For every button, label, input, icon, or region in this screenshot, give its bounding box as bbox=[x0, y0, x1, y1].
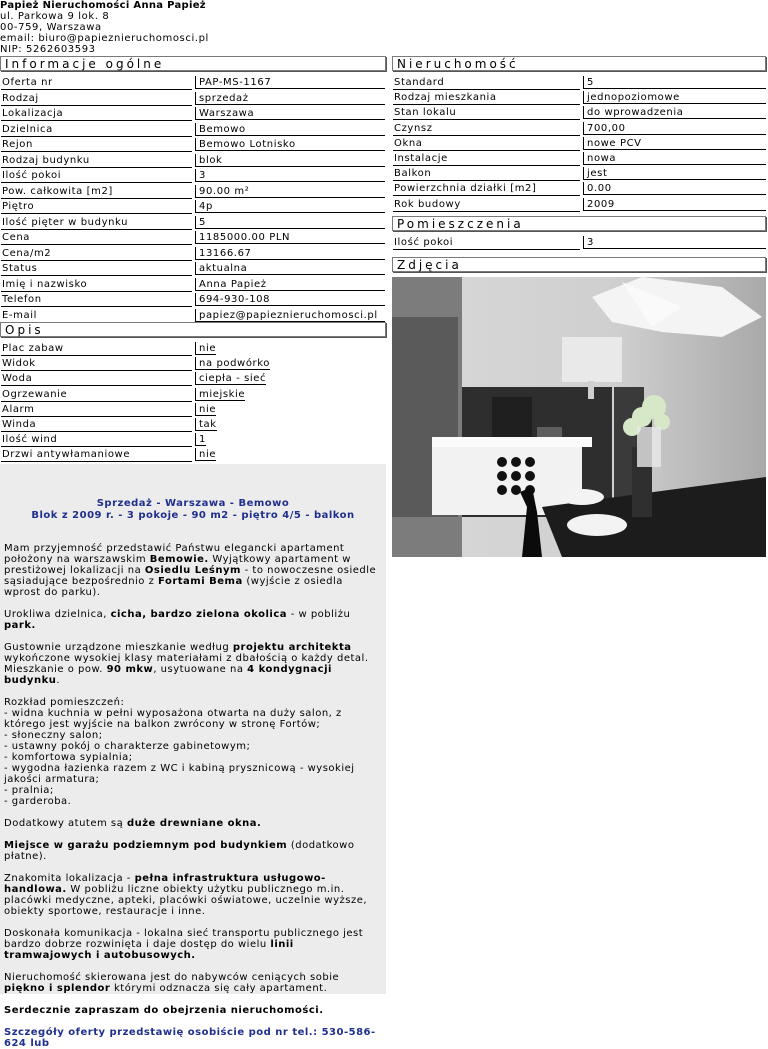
row-label: Stan lokalu bbox=[393, 106, 580, 120]
row-value: aktualna bbox=[195, 262, 385, 275]
table-row bbox=[393, 167, 766, 180]
row-value: nowa bbox=[583, 152, 766, 165]
row-value: nie bbox=[195, 342, 216, 355]
description-text: - ustawny pokój o charakterze gabinetowym; bbox=[4, 741, 251, 752]
row-label: Balkon bbox=[393, 167, 580, 181]
row-value: 700,00 bbox=[583, 122, 766, 135]
row-value: 5 bbox=[195, 216, 385, 229]
row-value: 13166.67 bbox=[195, 247, 385, 260]
row-value: do wprowadzenia bbox=[583, 106, 766, 119]
row-value: nowe PCV bbox=[583, 137, 766, 150]
agency-street: ul. Parkowa 9 lok. 8 bbox=[0, 11, 110, 22]
table-row bbox=[1, 247, 385, 260]
table-row bbox=[393, 198, 766, 211]
description-text: piękno i splendor bbox=[4, 983, 111, 994]
table-row bbox=[393, 236, 766, 249]
description-text: - w pobliżu bbox=[287, 609, 351, 620]
description-text: , usytuowane na bbox=[153, 664, 248, 675]
agency-email: email: biuro@papieznieruchomosci.pl bbox=[0, 33, 209, 44]
table-row bbox=[1, 154, 385, 167]
row-value: 3 bbox=[583, 236, 766, 249]
row-label: Status bbox=[1, 262, 192, 276]
description-text: Serdecznie zapraszam do obejrzenia nieruchomości. bbox=[4, 1005, 324, 1016]
row-label: Rejon bbox=[1, 138, 192, 152]
row-label: Oferta nr bbox=[1, 76, 192, 90]
description-text: duże drewniane okna. bbox=[126, 818, 262, 829]
description-paragraph bbox=[4, 1005, 382, 1016]
table-row bbox=[1, 448, 217, 461]
table-row bbox=[1, 403, 217, 416]
row-label: Dzielnica bbox=[1, 123, 192, 137]
row-label: Alarm bbox=[1, 403, 192, 417]
description-paragraph bbox=[4, 818, 382, 829]
description-paragraph bbox=[4, 928, 382, 961]
row-label: Okna bbox=[393, 137, 580, 151]
agency-nip: NIP: 5262603593 bbox=[0, 44, 96, 55]
row-value: PAP-MS-1167 bbox=[195, 76, 385, 89]
table-row bbox=[1, 231, 385, 244]
description-text: Miejsce w garażu podziemnym pod budynkiem bbox=[4, 840, 288, 851]
row-value: nie bbox=[195, 448, 216, 461]
table-row bbox=[1, 138, 385, 151]
description-paragraph bbox=[4, 840, 382, 862]
description-text: - to nowoczesne osiedle sąsiadujące bezpośrednio z bbox=[4, 565, 377, 587]
description-body bbox=[4, 543, 382, 1049]
table-row bbox=[1, 169, 385, 182]
row-label: Czynsz bbox=[393, 122, 580, 136]
description-paragraph bbox=[4, 1027, 382, 1049]
row-label: Powierzchnia działki [m2] bbox=[393, 182, 580, 196]
row-label: Pow. całkowita [m2] bbox=[1, 185, 192, 199]
description-text: 90 mkw bbox=[106, 664, 154, 675]
row-value: ciepła - sieć bbox=[195, 372, 266, 385]
row-label: Telefon bbox=[1, 293, 192, 307]
table-row bbox=[1, 433, 206, 446]
row-label: Ilość pokoi bbox=[1, 169, 192, 183]
table-row bbox=[1, 309, 385, 322]
table-row bbox=[1, 293, 385, 306]
table-row bbox=[1, 123, 385, 136]
description-lead-line2: Blok z 2009 r. - 3 pokoje - 90 m2 - piętro 4/5 - balkon bbox=[31, 510, 355, 521]
description-text: Mam przyjemność przedstawić Państwu elegancki apartament położony na warszawskim bbox=[4, 543, 345, 565]
description-text: Rozkład pomieszczeń: bbox=[4, 697, 125, 708]
description-text: linii tramwajowych i autobusowych. bbox=[4, 939, 294, 961]
row-value: na podwórko bbox=[195, 357, 270, 370]
row-label: Cena bbox=[1, 231, 192, 245]
description-text: Bemowie. bbox=[149, 554, 209, 565]
row-label: Rodzaj budynku bbox=[1, 154, 192, 168]
agency-header bbox=[0, 0, 209, 55]
row-label: Piętro bbox=[1, 200, 192, 214]
row-label: Standard bbox=[393, 76, 580, 90]
table-row bbox=[393, 106, 766, 119]
row-value: 694-930-108 bbox=[195, 293, 385, 306]
row-label: Ilość pokoi bbox=[393, 236, 580, 250]
description-lead bbox=[4, 498, 382, 522]
description-panel bbox=[0, 464, 386, 1049]
row-label: Ilość wind bbox=[1, 433, 192, 447]
table-row bbox=[1, 278, 385, 291]
row-value: 90.00 m² bbox=[195, 185, 385, 198]
table-row bbox=[1, 185, 385, 198]
description-paragraph bbox=[4, 972, 382, 994]
description-paragraph bbox=[4, 543, 382, 598]
table-row bbox=[1, 418, 217, 431]
row-label: Widok bbox=[1, 357, 192, 371]
row-value: 4p bbox=[195, 200, 385, 213]
agency-name: Papież Nieruchomości Anna Papież bbox=[0, 0, 206, 11]
row-label: Woda bbox=[1, 372, 192, 386]
description-text: Szczegóły oferty przedstawię osobiście pod nr tel.: 530-586-624 lub bbox=[4, 1027, 376, 1049]
row-label: Rok budowy bbox=[393, 198, 580, 212]
description-text: Dodatkowy atutem są bbox=[4, 818, 127, 829]
table-row bbox=[393, 152, 766, 165]
row-label: Cena/m2 bbox=[1, 247, 192, 261]
description-text: Wyjątkowy apartament w prestiżowej lokalizacji na bbox=[4, 554, 351, 576]
table-row bbox=[1, 372, 267, 385]
table-row bbox=[1, 388, 246, 401]
description-text: W pobliżu liczne obiekty użytku publicznego m.in. placówki medyczne, apteki, placówki oświatowe, uczelnie wyższe, obiekty sportowe, restauracje i inne. bbox=[4, 884, 368, 917]
row-value: nie bbox=[195, 403, 216, 416]
row-label: Ilość pięter w budynku bbox=[1, 216, 192, 230]
description-text: Nieruchomość skierowana jest do nabywców ceniących sobie bbox=[4, 972, 340, 983]
description-text: - wygodna łazienka razem z WC i kabiną prysznicową - wysokiej jakości armatura; bbox=[4, 763, 355, 785]
row-label: Ogrzewanie bbox=[1, 388, 192, 402]
table-row bbox=[1, 216, 385, 229]
description-text: którymi odznacza się cały apartament. bbox=[110, 983, 328, 994]
description-text: Doskonała komunikacja - lokalna sieć transportu publicznego jest bardzo dobrze rozwinięta i daje dostęp do wielu bbox=[4, 928, 364, 950]
section-title-opis: Opis bbox=[0, 322, 386, 337]
section-title-general: Informacje ogólne bbox=[0, 56, 386, 71]
table-row bbox=[1, 92, 385, 105]
table-row bbox=[1, 262, 385, 275]
description-text: projektu architekta bbox=[232, 642, 352, 653]
description-text: Gustownie urządzone mieszkanie według bbox=[4, 642, 233, 653]
description-text: Urokliwa dzielnica, bbox=[4, 609, 111, 620]
description-text: - widna kuchnia w pełni wyposażona otwarta na duży salon, z którego jest wyjście na balkon zwrócony w stronę Fortów; bbox=[4, 708, 342, 730]
kitchen-photo-image bbox=[392, 277, 766, 557]
row-value: Bemowo Lotnisko bbox=[195, 138, 385, 151]
description-paragraph bbox=[4, 609, 382, 631]
description-text: - pralnia; bbox=[4, 785, 54, 796]
row-value: 1 bbox=[195, 433, 206, 446]
description-text: (dodatkowo płatne). bbox=[4, 840, 355, 862]
row-value: miejskie bbox=[195, 388, 245, 401]
row-value: Anna Papież bbox=[195, 278, 385, 291]
row-value: Bemowo bbox=[195, 123, 385, 136]
description-text: (wyjście z osiedla wprost do parku). bbox=[4, 576, 343, 598]
description-lead-line1: Sprzedaż - Warszawa - Bemowo bbox=[96, 498, 290, 509]
description-text: pełna infrastruktura usługowo-handlowa. bbox=[4, 873, 326, 895]
table-row bbox=[393, 182, 766, 195]
row-value: tak bbox=[195, 418, 217, 431]
section-title-rooms: Pomieszczenia bbox=[392, 216, 766, 231]
table-row bbox=[1, 200, 385, 213]
table-row bbox=[393, 91, 766, 104]
row-label: Instalacje bbox=[393, 152, 580, 166]
row-value: papiez@papieznieruchomosci.pl bbox=[195, 309, 385, 322]
description-text: . bbox=[56, 675, 61, 686]
row-value: sprzedaż bbox=[195, 92, 385, 105]
description-text: wykończone wysokiej klasy materiałami z dbałością o każdy detal. Mieszkanie o pow. bbox=[4, 653, 369, 675]
row-value: 0.00 bbox=[583, 182, 766, 195]
row-value: 3 bbox=[195, 169, 385, 182]
table-row bbox=[1, 357, 271, 370]
row-value: 2009 bbox=[583, 198, 766, 211]
row-value: blok bbox=[195, 154, 385, 167]
row-value: 5 bbox=[583, 76, 766, 89]
row-value: 1185000.00 PLN bbox=[195, 231, 385, 244]
row-label: Imię i nazwisko bbox=[1, 278, 192, 292]
row-label: Plac zabaw bbox=[1, 342, 192, 356]
row-value: jednopoziomowe bbox=[583, 91, 766, 104]
row-label: Drzwi antywłamaniowe bbox=[1, 448, 192, 462]
table-row bbox=[1, 342, 217, 355]
description-text: - garderoba. bbox=[4, 796, 72, 807]
row-label: Lokalizacja bbox=[1, 107, 192, 121]
description-paragraph bbox=[4, 697, 382, 807]
table-row bbox=[393, 137, 766, 150]
property-photo[interactable] bbox=[392, 277, 766, 557]
row-value: Warszawa bbox=[195, 107, 385, 120]
description-paragraph bbox=[4, 873, 382, 917]
section-title-photos: Zdjęcia bbox=[392, 257, 766, 272]
table-row bbox=[393, 122, 766, 135]
table-row bbox=[1, 76, 385, 89]
description-text: park. bbox=[4, 620, 36, 631]
description-text: Fortami Bema bbox=[158, 576, 243, 587]
description-text: Osiedlu Leśnym bbox=[144, 565, 241, 576]
table-row bbox=[1, 107, 385, 120]
row-label: Winda bbox=[1, 418, 192, 432]
description-text: - komfortowa sypialnia; bbox=[4, 752, 133, 763]
agency-city: 00-759, Warszawa bbox=[0, 22, 102, 33]
row-label: Rodzaj bbox=[1, 92, 192, 106]
description-text: Znakomita lokalizacja - bbox=[4, 873, 135, 884]
row-label: Rodzaj mieszkania bbox=[393, 91, 580, 105]
row-value: jest bbox=[583, 167, 766, 180]
description-text: cicha, bardzo zielona okolica bbox=[110, 609, 288, 620]
description-paragraph bbox=[4, 642, 382, 686]
description-text: - słoneczny salon; bbox=[4, 730, 103, 741]
section-title-property: Nieruchomość bbox=[392, 56, 766, 71]
row-label: E-mail bbox=[1, 309, 192, 323]
description-text: 4 kondygnacji budynku bbox=[4, 664, 332, 686]
table-row bbox=[393, 76, 766, 89]
